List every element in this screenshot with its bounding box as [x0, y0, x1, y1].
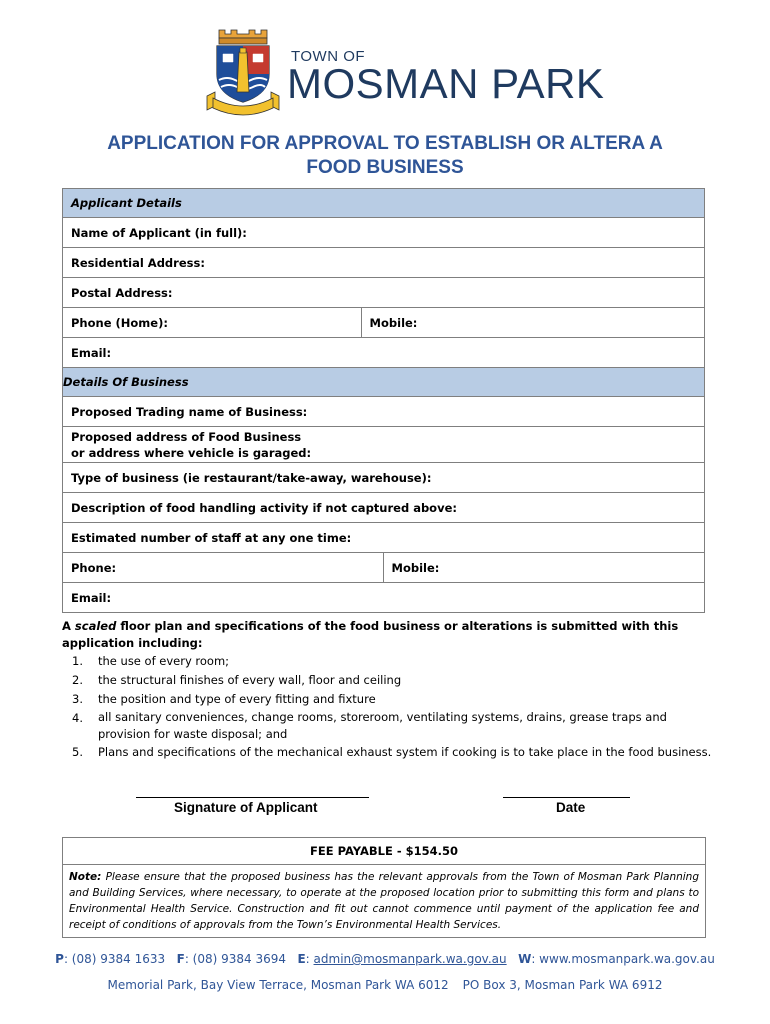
staff-count-row[interactable] — [63, 523, 705, 553]
postal-address-field[interactable]: Postal Address: — [63, 278, 705, 308]
postal-address-row[interactable] — [63, 278, 705, 308]
business-type-row[interactable] — [63, 463, 705, 493]
note-text: Please ensure that the proposed business has the relevant approvals from the Town of Mosman Park Planning and Building Services, where necessary, to operate at the proposed location prior to submitting this form and plans to Environmental Health Service. Construction and fit out cannot commence until payment of the application fee and receipt of conditions of approvals from the Town’s Environmental Health Services. — [69, 871, 699, 931]
fax-label: F — [176, 952, 185, 966]
applicant-name-row[interactable] — [63, 218, 705, 248]
phone-number: : (08) 9384 1633 — [63, 952, 166, 966]
residential-address-field[interactable]: Residential Address: — [63, 248, 705, 278]
business-details-label: Details Of Business — [63, 375, 189, 389]
fax-number: : (08) 9384 3694 — [184, 952, 287, 966]
fee-heading: FEE PAYABLE - $154.50 — [63, 838, 705, 865]
list-item: 4. all sanitary conveniences, change rooms, storeroom, ventilating systems, drains, grease traps and provision for waste disposal; and — [72, 710, 667, 741]
business-phone-field[interactable]: Phone: — [63, 553, 384, 583]
intro-emphasis: scaled — [74, 619, 117, 633]
business-email-row[interactable] — [63, 583, 705, 613]
intro-rest: floor plan and specifications of the food business or alterations is submitted with this application including: — [62, 619, 679, 650]
street-address: Memorial Park, Bay View Terrace, Mosman Park WA 6012 — [107, 978, 449, 992]
food-handling-row[interactable] — [63, 493, 705, 523]
form-title-line-1: APPLICATION FOR APPROVAL TO ESTABLISH OR ALTERA A — [107, 133, 663, 154]
food-handling-field[interactable]: Description of food handling activity if not captured above: — [63, 493, 705, 523]
application-form-table — [62, 188, 705, 613]
address-line — [0, 978, 770, 992]
business-address-row[interactable] — [63, 427, 705, 463]
logo-town-of: TOWN OF — [291, 48, 366, 65]
town-logo — [205, 26, 605, 122]
business-address-label-line-2: or address where vehicle is garaged: — [71, 445, 312, 460]
trading-name-field[interactable]: Proposed Trading name of Business: — [63, 397, 705, 427]
applicant-mobile-field[interactable]: Mobile: — [361, 308, 704, 338]
contact-line: P: (08) 9384 1633 F: (08) 9384 3694 E: admin@mosmanpark.wa.gov.au W: www.mosmanpark.wa.gov.au — [55, 952, 715, 966]
fee-box — [62, 837, 706, 938]
date-label: Date — [556, 800, 586, 815]
trading-name-row[interactable] — [63, 397, 705, 427]
list-item: 2. the structural finishes of every wall, floor and ceiling — [72, 673, 402, 687]
applicant-details-header — [63, 189, 705, 218]
signature-label: Signature of Applicant — [174, 800, 318, 815]
list-item: 1. the use of every room; — [72, 654, 230, 668]
business-address-label-line-1: Proposed address of Food Business — [71, 429, 302, 444]
requirements-list — [62, 652, 712, 762]
business-mobile-field[interactable]: Mobile: — [383, 553, 705, 583]
email-link[interactable]: admin@mosmanpark.wa.gov.au — [313, 952, 507, 966]
applicant-email-field[interactable]: Email: — [63, 338, 705, 368]
business-email-field[interactable]: Email: — [63, 583, 705, 613]
applicant-name-field[interactable]: Name of Applicant (in full): — [63, 218, 705, 248]
list-item: 3. the position and type of every fitting and fixture — [72, 692, 376, 706]
floor-plan-intro — [62, 618, 712, 652]
business-phone-row[interactable] — [63, 553, 705, 583]
intro-prefix: A — [62, 619, 75, 633]
web-label: W — [518, 952, 532, 966]
business-type-field[interactable]: Type of business (ie restaurant/take-away, warehouse): — [63, 463, 705, 493]
note-label: Note: — [69, 871, 102, 883]
business-details-header — [63, 368, 705, 397]
website-link[interactable]: : www.mosmanpark.wa.gov.au — [531, 952, 715, 966]
applicant-details-label: Applicant Details — [63, 189, 705, 218]
residential-address-row[interactable] — [63, 248, 705, 278]
applicant-phone-row[interactable] — [63, 308, 705, 338]
form-title-line-2: FOOD BUSINESS — [306, 157, 464, 178]
fee-note — [63, 865, 705, 937]
list-item: 5. Plans and specifications of the mechanical exhaust system if cooking is to take place in the food business. — [72, 745, 712, 759]
date-line[interactable] — [503, 797, 630, 798]
signature-line[interactable] — [136, 797, 369, 798]
crest-icon — [205, 26, 281, 116]
email-label: E — [297, 952, 306, 966]
phone-label: P — [55, 952, 64, 966]
staff-count-field[interactable]: Estimated number of staff at any one time: — [63, 523, 705, 553]
logo-town-name: MOSMAN PARK — [287, 60, 605, 107]
applicant-email-row[interactable] — [63, 338, 705, 368]
home-phone-field[interactable]: Phone (Home): — [63, 308, 362, 338]
po-box: PO Box 3, Mosman Park WA 6912 — [462, 978, 663, 992]
form-title — [40, 132, 730, 180]
business-address-field[interactable] — [63, 427, 705, 463]
